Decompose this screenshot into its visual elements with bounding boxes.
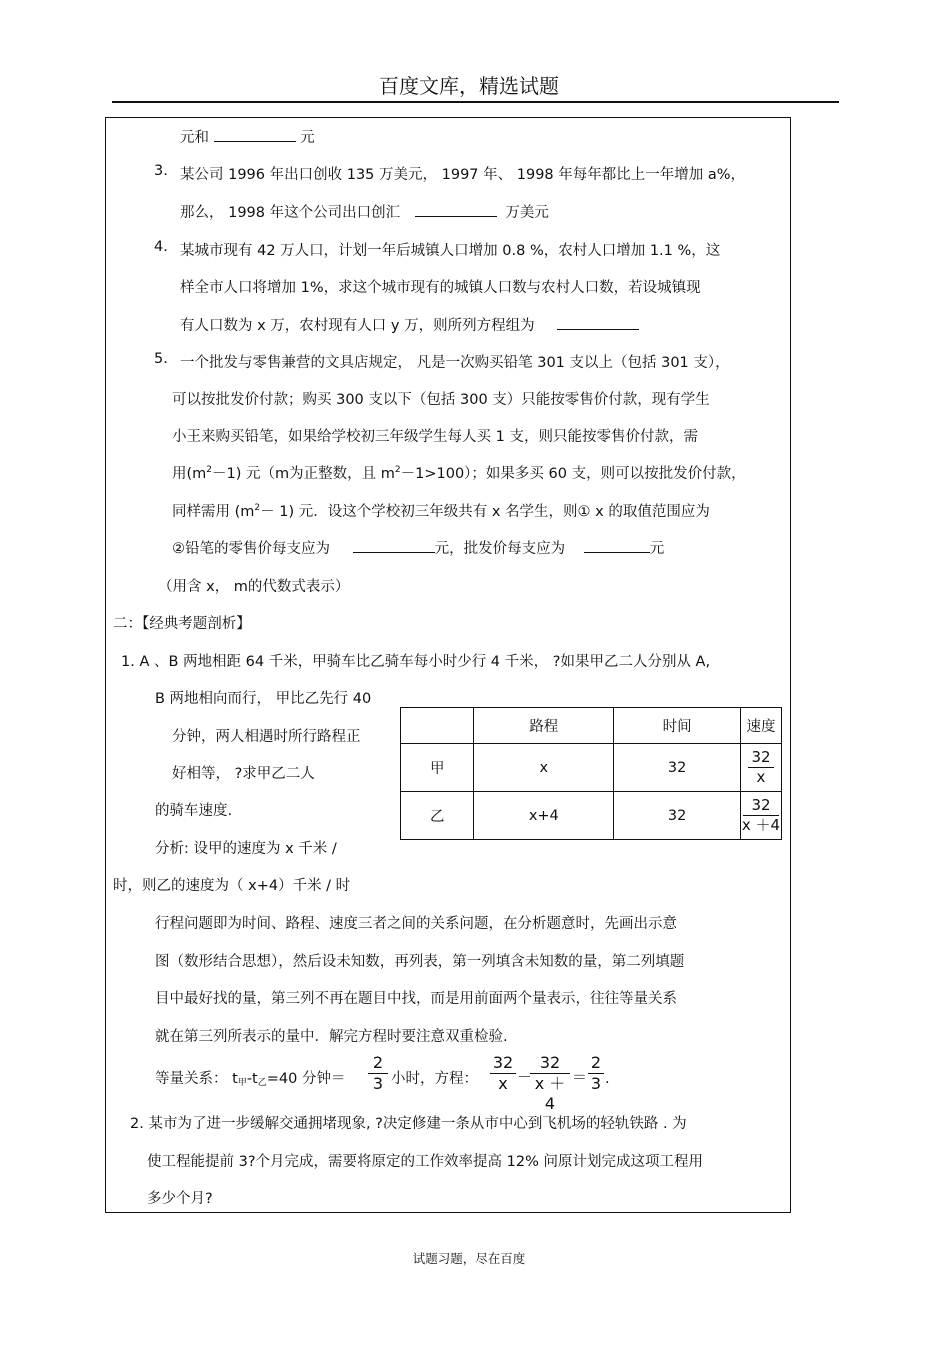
- q4-line2: 样全市人口将增加 1%，求这个城市现有的城镇人口数与农村人口数，若设城镇现: [180, 280, 701, 296]
- q5-exponent: 2: [394, 465, 401, 476]
- q3-number: 3.: [154, 163, 168, 179]
- eq-label: 等量关系： t: [155, 1071, 238, 1087]
- eq-fraction-32-over-x: [490, 1053, 516, 1094]
- eq-fraction-2-over-3: [588, 1053, 604, 1094]
- ex1-para1: 行程问题即为时间、路程、速度三者之间的关系问题，在分析题意时，先画出示意: [155, 916, 677, 932]
- section2-heading: 二：【经典考题剖析】: [113, 616, 251, 632]
- q4-line1: 某城市现有 42 万人口，计划一年后城镇人口增加 0.8 %，农村人口增加 1.1 %，这: [180, 243, 721, 259]
- table-cell-time: 32: [614, 744, 741, 792]
- eq-fraction-32-over-x-plus-4: [530, 1053, 570, 1114]
- ex2-line3: 多少个月?: [147, 1191, 213, 1207]
- q5-line7: （用含 x， m的代数式表示）: [158, 579, 350, 595]
- q5-line6-b: 元，批发价每支应为: [434, 541, 566, 557]
- q4-answer-blank: [557, 315, 639, 330]
- eq-minus: －: [517, 1068, 533, 1086]
- eq-subscript-jia: 甲: [237, 1078, 247, 1088]
- speed-fraction: [741, 796, 781, 835]
- eq-mid: -t: [246, 1071, 258, 1087]
- eq-hours-text: 小时，方程：: [391, 1071, 478, 1087]
- q5-line1: 一个批发与零售兼营的文具店规定， 凡是一次购买铅笔 301 支以上（包括 301 支），: [180, 355, 730, 371]
- ex1-line5: 的骑车速度.: [155, 803, 233, 819]
- ex1-para2: 图（数形结合思想），然后设未知数，再列表，第一列填含未知数的量，第二列填题: [155, 954, 685, 970]
- q5-line6-a: ②铅笔的零售价每支应为: [172, 541, 330, 557]
- equation-relation: [155, 1067, 345, 1088]
- eq-period: .: [605, 1071, 610, 1087]
- page-footer: 试题习题，尽在百度: [412, 1251, 526, 1266]
- q5-line4-a: 用(m: [172, 466, 207, 482]
- table-header-cell: 路程: [474, 708, 614, 744]
- ex2-line1: 2. 某市为了进一步缓解交通拥堵现象, ?决定修建一条从市中心到飞机场的轻轨铁路 . 为: [130, 1116, 687, 1132]
- fraction-denominator: x ＋4: [534, 1074, 566, 1113]
- eq-subscript-yi: 乙: [257, 1078, 267, 1088]
- q3-answer-blank: [415, 202, 497, 217]
- table-cell-speed: [741, 744, 782, 792]
- ex2-line2: 使工程能提前 3?个月完成，需要将原定的工作效率提高 12% 问原计划完成这项工程用: [147, 1154, 703, 1170]
- q2-tail-post: 元: [300, 130, 315, 146]
- fraction-numerator: 32: [539, 1053, 561, 1072]
- q5-line3: 小王来购买铅笔，如果给学校初三年级学生每人买 1 支，则只能按零售价付款，需: [172, 429, 698, 445]
- q4-number: 4.: [154, 239, 168, 255]
- page-header-title: 百度文库，精选试题: [379, 74, 559, 98]
- q4-line3: [180, 314, 639, 335]
- q5-wholesale-price-blank: [584, 538, 650, 553]
- ex1-line7: 时，则乙的速度为（ x+4）千米 / 时: [113, 878, 351, 894]
- ex1-line1: 1. A 、B 两地相距 64 千米，甲骑车比乙骑车每小时少行 4 千米， ?如果甲乙二人分别从 A,: [121, 654, 711, 670]
- table-cell-name: 乙: [401, 792, 474, 840]
- q3-line2-post: 万美元: [505, 205, 549, 221]
- fraction-numerator: 2: [372, 1053, 384, 1072]
- q2-tail: [180, 126, 315, 147]
- table-row: [401, 792, 782, 840]
- fraction-numerator: 2: [590, 1053, 602, 1072]
- q5-exponent: 2: [206, 465, 213, 476]
- eq-tail: =40 分钟＝: [266, 1071, 346, 1087]
- q5-line4-b: －1) 元（m为正整数，且 m: [212, 466, 395, 482]
- table-cell-distance: x: [474, 744, 614, 792]
- fraction-denominator: x: [756, 768, 766, 786]
- table-header-cell: 速度: [741, 708, 782, 744]
- q4-line3-text: 有人口数为 x 万，农村现有人口 y 万，则所列方程组为: [180, 318, 535, 334]
- q5-exponent: 2: [254, 503, 261, 514]
- q5-line4: [172, 462, 746, 483]
- table-header-cell: [401, 708, 474, 744]
- table-cell-name: 甲: [401, 744, 474, 792]
- speed-fraction: [746, 748, 776, 787]
- q3-line2: [180, 201, 549, 222]
- table-cell-distance: x+4: [474, 792, 614, 840]
- q5-number: 5.: [154, 351, 168, 367]
- ex1-para4: 就在第三列所表示的量中．解完方程时要注意双重检验.: [155, 1029, 508, 1045]
- q5-line2: 可以按批发价付款；购买 300 支以下（包括 300 支）只能按零售价付款，现有学生: [172, 392, 710, 408]
- q5-line5-a: 同样需用 (m: [172, 504, 255, 520]
- eq-fraction-two-thirds: [368, 1053, 388, 1094]
- fraction-denominator: x ＋4: [741, 816, 781, 834]
- fraction-numerator: 32: [492, 1053, 514, 1072]
- q5-line5-b: － 1) 元．设这个学校初三年级共有 x 名学生，则① x 的取值范围应为: [260, 504, 710, 520]
- fraction-numerator: 32: [751, 748, 771, 766]
- fraction-denominator: x: [498, 1074, 508, 1093]
- fraction-denominator: 3: [590, 1074, 602, 1093]
- fraction-denominator: 3: [372, 1074, 384, 1093]
- ex1-line4: 好相等， ?求甲乙二人: [172, 766, 315, 782]
- q2-tail-pre: 元和: [180, 130, 209, 146]
- table-header-row: [401, 708, 782, 744]
- q5-line4-c: －1>100）；如果多买 60 支，则可以按批发价付款，: [400, 466, 746, 482]
- ex1-analysis-line: 分析: 设甲的速度为 x 千米 /: [155, 841, 337, 857]
- q3-line2-pre: 那么， 1998 年这个公司出口创汇: [180, 205, 401, 221]
- q5-retail-price-blank: [353, 538, 435, 553]
- eq-equals: ＝: [572, 1068, 588, 1086]
- table-cell-time: 32: [614, 792, 741, 840]
- q5-line6: [172, 537, 664, 558]
- fraction-numerator: 32: [751, 796, 771, 814]
- table-header-cell: 时间: [614, 708, 741, 744]
- speed-table: [400, 707, 782, 840]
- ex1-line3: 分钟，两人相遇时所行路程正: [172, 729, 361, 745]
- ex1-line2: B 两地相向而行， 甲比乙先行 40: [155, 691, 372, 707]
- table-cell-speed: [741, 792, 782, 840]
- ex1-para3: 目中最好找的量，第三列不再在题目中找，而是用前面两个量表示，往往等量关系: [155, 991, 677, 1007]
- q5-line5: [172, 500, 710, 521]
- q3-line1: 某公司 1996 年出口创收 135 万美元， 1997 年、 1998 年每年都比上一年增加 a%，: [180, 167, 746, 183]
- table-row: [401, 744, 782, 792]
- header-rule: [112, 101, 839, 103]
- q2-answer-blank: [214, 127, 296, 142]
- q5-line6-c: 元: [649, 541, 665, 557]
